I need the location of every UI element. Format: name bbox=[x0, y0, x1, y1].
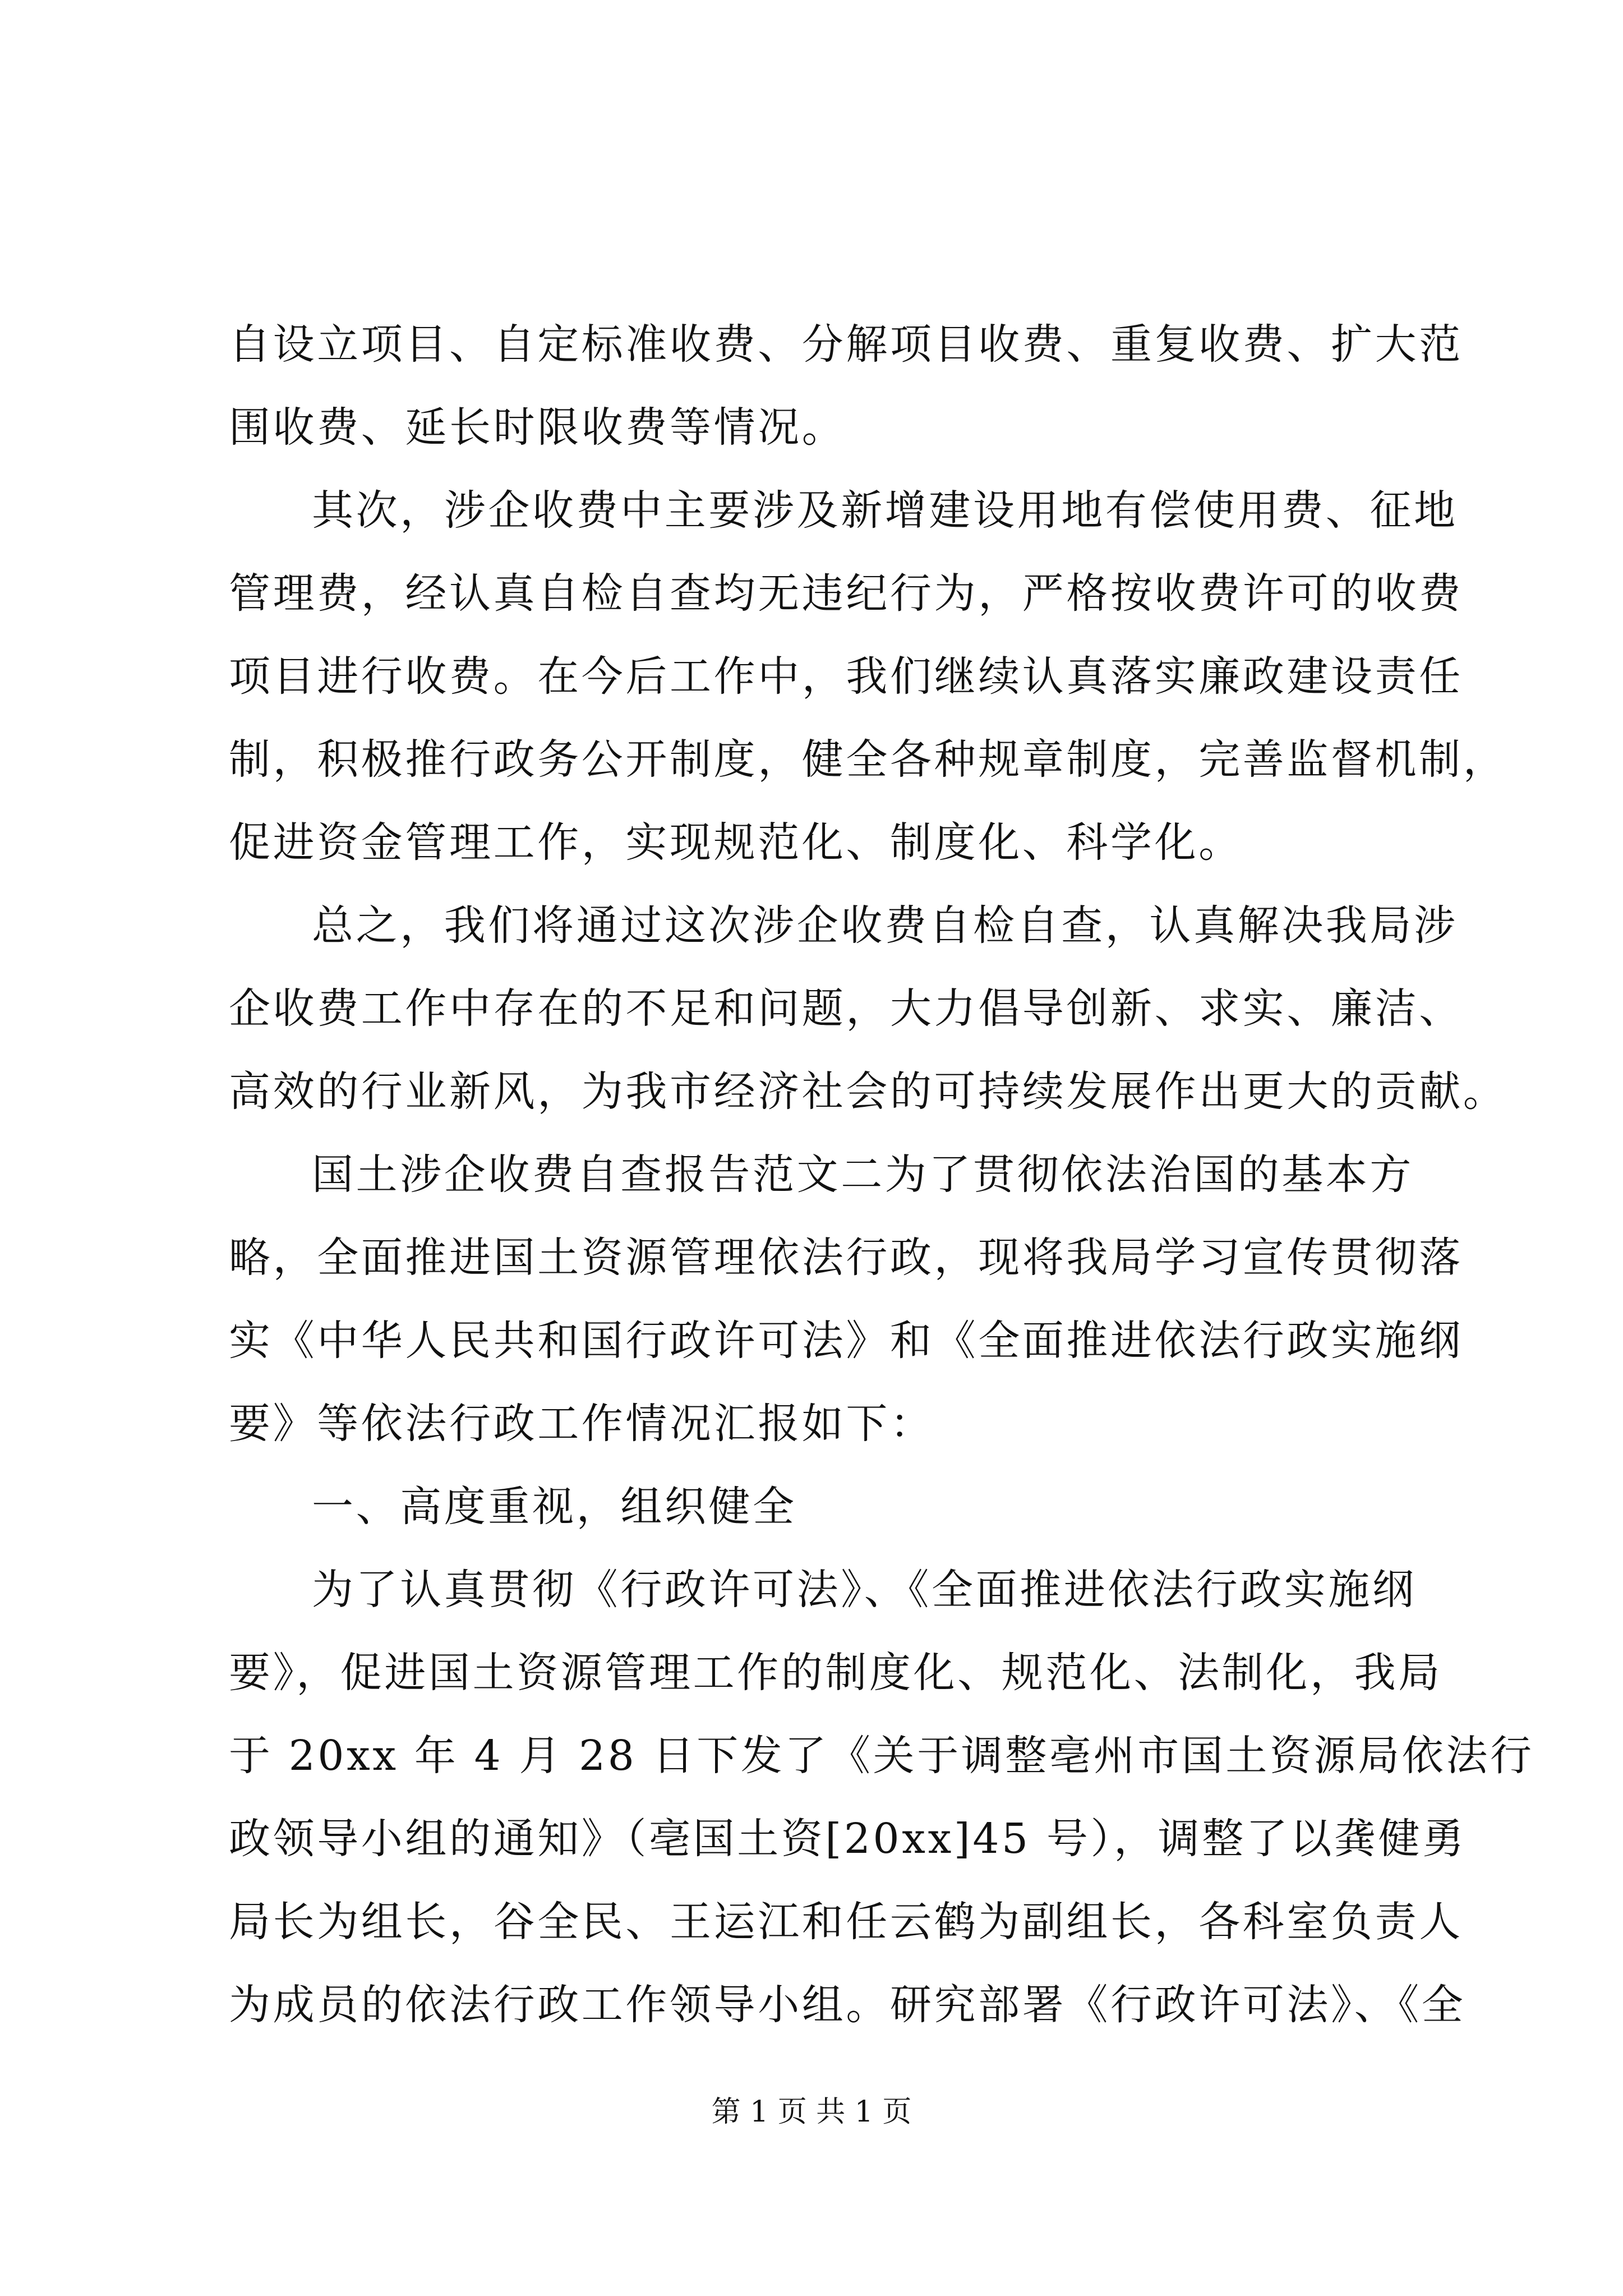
text-line: 政领导小组的通知》（亳国土资[20xx]45 号），调整了以龚健勇 bbox=[229, 1815, 1467, 1863]
text-line: 局长为组长，谷全民、王运江和任云鹤为副组长，各科室负责人 bbox=[229, 1898, 1463, 1946]
text-line: 制，积极推行政务公开制度，健全各种规章制度，完善监督机制， bbox=[229, 735, 1507, 784]
text-line: 高效的行业新风，为我市经济社会的可持续发展作出更大的贡献。 bbox=[229, 1068, 1507, 1116]
text-line: 自设立项目、自定标准收费、分解项目收费、重复收费、扩大范 bbox=[229, 320, 1463, 369]
document-body bbox=[229, 303, 1534, 2046]
text-line: 于 20xx 年 4 月 28 日下发了《关于调整亳州市国土资源局依法行 bbox=[229, 1732, 1534, 1780]
text-line: 总之，我们将通过这次涉企收费自检自查，认真解决我局涉 bbox=[312, 901, 1458, 950]
text-line: 要》，促进国土资源管理工作的制度化、规范化、法制化，我局 bbox=[229, 1649, 1442, 1697]
text-line: 为了认真贯彻《行政许可法》、《全面推进依法行政实施纲 bbox=[312, 1566, 1417, 1614]
text-line: 促进资金管理工作，实现规范化、制度化、科学化。 bbox=[229, 818, 1243, 867]
text-line: 项目进行收费。在今后工作中，我们继续认真落实廉政建设责任 bbox=[229, 652, 1463, 701]
text-line: 国土涉企收费自查报告范文二为了贯彻依法治国的基本方 bbox=[312, 1151, 1414, 1199]
text-line: 企收费工作中存在的不足和问题，大力倡导创新、求实、廉洁、 bbox=[229, 984, 1463, 1033]
text-line: 要》等依法行政工作情况汇报如下： bbox=[229, 1400, 934, 1448]
text-line: 其次，涉企收费中主要涉及新增建设用地有偿使用费、征地 bbox=[312, 486, 1458, 535]
text-line: 略，全面推进国土资源管理依法行政，现将我局学习宣传贯彻落 bbox=[229, 1234, 1463, 1282]
text-line: 管理费，经认真自检自查均无违纪行为，严格按收费许可的收费 bbox=[229, 569, 1463, 618]
text-line: 为成员的依法行政工作领导小组。研究部署《行政许可法》、《全 bbox=[229, 1981, 1466, 2029]
text-line: 一、高度重视，组织健全 bbox=[312, 1483, 797, 1531]
text-line: 围收费、延长时限收费等情况。 bbox=[229, 403, 846, 452]
page-footer: 第 1 页 共 1 页 bbox=[711, 2095, 912, 2129]
text-line: 实《中华人民共和国行政许可法》和《全面推进依法行政实施纲 bbox=[229, 1317, 1463, 1365]
